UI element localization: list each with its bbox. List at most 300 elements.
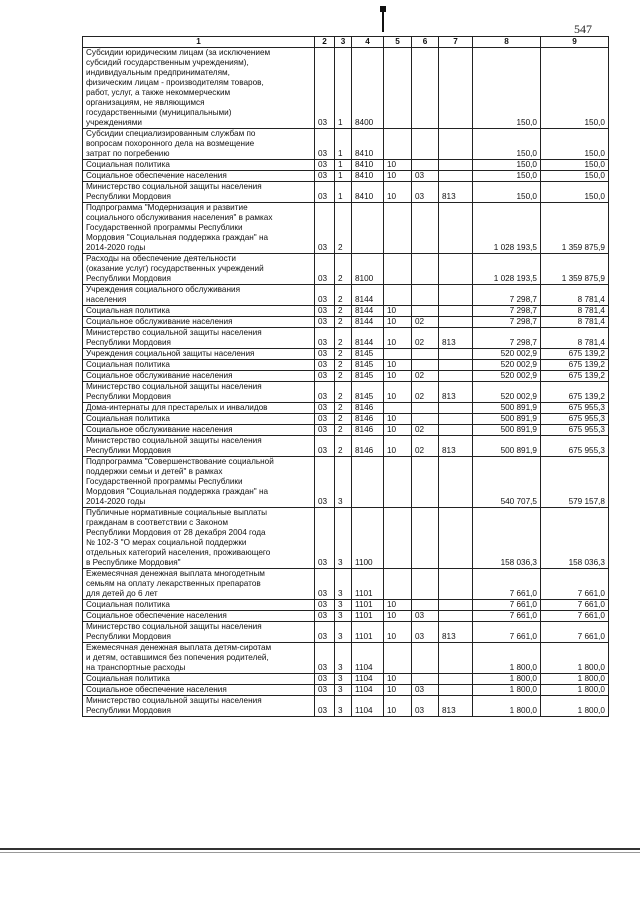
department-code-cell — [439, 371, 473, 382]
subsection-code-cell: 2 — [335, 414, 352, 425]
table-row — [83, 569, 609, 600]
row-name-line: Подпрограмма "Совершенствование социальной — [86, 457, 274, 466]
amount-year-1-cell: 150,0 — [473, 129, 541, 160]
row-name-cell — [83, 182, 315, 203]
subsection-code-cell: 1 — [335, 129, 352, 160]
section-code-cell: 03 — [315, 425, 335, 436]
row-name-cell — [83, 436, 315, 457]
table-row — [83, 685, 609, 696]
table-row — [83, 171, 609, 182]
amount-year-1-cell: 7 661,0 — [473, 622, 541, 643]
section-code-cell: 03 — [315, 48, 335, 129]
section-code-cell: 03 — [315, 569, 335, 600]
row-name-cell — [83, 685, 315, 696]
row-name-cell — [83, 285, 315, 306]
department-code-cell — [439, 306, 473, 317]
target-code-cell: 8410 — [352, 129, 384, 160]
target-code-cell: 8144 — [352, 328, 384, 349]
subsection-code-cell: 3 — [335, 569, 352, 600]
section-code-cell: 03 — [315, 622, 335, 643]
amount-year-1-cell: 150,0 — [473, 160, 541, 171]
target-code-cell: 1101 — [352, 569, 384, 600]
row-name-line: физическим лицам - производителям товаров, — [86, 78, 264, 87]
amount-year-2-cell: 150,0 — [541, 171, 609, 182]
subsection-code-cell: 2 — [335, 254, 352, 285]
table-row — [83, 622, 609, 643]
subsection-code-cell: 2 — [335, 328, 352, 349]
department-code-cell: 813 — [439, 696, 473, 717]
budget-table-sheet — [82, 36, 608, 717]
amount-year-2-cell: 8 781,4 — [541, 306, 609, 317]
department-code-cell — [439, 285, 473, 306]
amount-year-2-cell: 8 781,4 — [541, 317, 609, 328]
amount-year-2-cell: 675 139,2 — [541, 371, 609, 382]
subchapter-code-cell: 02 — [412, 317, 439, 328]
page-number: 547 — [574, 22, 592, 36]
row-name-line: Министерство социальной защиты населения — [86, 622, 262, 631]
subchapter-code-cell: 03 — [412, 622, 439, 643]
row-name-line: Социальная политика — [86, 600, 170, 609]
table-row — [83, 254, 609, 285]
department-code-cell: 813 — [439, 622, 473, 643]
row-name-cell — [83, 349, 315, 360]
department-code-cell — [439, 317, 473, 328]
amount-year-2-cell: 8 781,4 — [541, 328, 609, 349]
section-code-cell: 03 — [315, 643, 335, 674]
subsection-code-cell: 3 — [335, 643, 352, 674]
section-code-cell: 03 — [315, 600, 335, 611]
table-header-row — [83, 37, 609, 48]
table-row — [83, 600, 609, 611]
chapter-code-cell — [384, 457, 412, 508]
subsection-code-cell: 2 — [335, 425, 352, 436]
row-name-cell — [83, 360, 315, 371]
subchapter-code-cell — [412, 349, 439, 360]
section-code-cell: 03 — [315, 685, 335, 696]
amount-year-2-cell: 7 661,0 — [541, 622, 609, 643]
subsection-code-cell: 1 — [335, 160, 352, 171]
row-name-line: Министерство социальной защиты населения — [86, 382, 262, 391]
subchapter-code-cell: 02 — [412, 436, 439, 457]
chapter-code-cell — [384, 254, 412, 285]
amount-year-1-cell: 1 800,0 — [473, 643, 541, 674]
row-name-line: Республики Мордовия — [86, 338, 171, 347]
row-name-line: Подпрограмма "Модернизация и развитие — [86, 203, 248, 212]
row-name-line: индивидуальным предпринимателям, — [86, 68, 230, 77]
amount-year-1-cell: 1 028 193,5 — [473, 254, 541, 285]
row-name-cell — [83, 48, 315, 129]
row-name-line: Социальное обслуживание населения — [86, 425, 233, 434]
target-code-cell: 1100 — [352, 508, 384, 569]
row-name-line: (оказание услуг) государственных учреждений — [86, 264, 264, 273]
row-name-line: Расходы на обеспечение деятельности — [86, 254, 236, 263]
row-name-line: Дома-интернаты для престарелых и инвалидов — [86, 403, 268, 412]
department-code-cell — [439, 349, 473, 360]
amount-year-1-cell: 520 002,9 — [473, 382, 541, 403]
chapter-code-cell: 10 — [384, 425, 412, 436]
department-code-cell: 813 — [439, 182, 473, 203]
amount-year-1-cell: 7 298,7 — [473, 328, 541, 349]
column-header: 3 — [335, 37, 352, 48]
target-code-cell: 8146 — [352, 403, 384, 414]
table-row — [83, 382, 609, 403]
row-name-cell — [83, 457, 315, 508]
row-name-line: Министерство социальной защиты населения — [86, 436, 262, 445]
row-name-line: Республики Мордовия — [86, 274, 171, 283]
amount-year-1-cell: 150,0 — [473, 48, 541, 129]
subchapter-code-cell — [412, 360, 439, 371]
subchapter-code-cell — [412, 643, 439, 674]
subchapter-code-cell — [412, 403, 439, 414]
row-name-cell — [83, 403, 315, 414]
row-name-line: государственными (муниципальными) — [86, 108, 232, 117]
subchapter-code-cell — [412, 508, 439, 569]
column-header: 4 — [352, 37, 384, 48]
row-name-line: вопросам похоронного дела на возмещение — [86, 139, 255, 148]
target-code-cell: 8146 — [352, 414, 384, 425]
subsection-code-cell: 2 — [335, 436, 352, 457]
amount-year-2-cell: 1 800,0 — [541, 685, 609, 696]
subchapter-code-cell — [412, 414, 439, 425]
amount-year-2-cell: 7 661,0 — [541, 569, 609, 600]
amount-year-1-cell: 500 891,9 — [473, 403, 541, 414]
section-code-cell: 03 — [315, 457, 335, 508]
department-code-cell: 813 — [439, 382, 473, 403]
row-name-cell — [83, 508, 315, 569]
row-name-line: гражданам в соответствии с Законом — [86, 518, 228, 527]
section-code-cell: 03 — [315, 371, 335, 382]
row-name-line: для детей до 6 лет — [86, 589, 158, 598]
row-name-cell — [83, 696, 315, 717]
row-name-line: затрат по погребению — [86, 149, 170, 158]
table-row — [83, 696, 609, 717]
subsection-code-cell: 1 — [335, 48, 352, 129]
row-name-line: Мордовия "Социальная поддержка граждан" на — [86, 487, 269, 496]
subsection-code-cell: 3 — [335, 600, 352, 611]
department-code-cell — [439, 254, 473, 285]
subsection-code-cell: 2 — [335, 285, 352, 306]
table-row — [83, 48, 609, 129]
subchapter-code-cell — [412, 306, 439, 317]
section-code-cell: 03 — [315, 414, 335, 425]
section-code-cell: 03 — [315, 306, 335, 317]
table-row — [83, 306, 609, 317]
department-code-cell — [439, 48, 473, 129]
table-row — [83, 129, 609, 160]
subchapter-code-cell — [412, 569, 439, 600]
amount-year-2-cell: 675 955,3 — [541, 425, 609, 436]
row-name-line: Социальное обеспечение населения — [86, 685, 227, 694]
row-name-line: Республики Мордовия — [86, 632, 171, 641]
department-code-cell — [439, 611, 473, 622]
chapter-code-cell: 10 — [384, 674, 412, 685]
section-code-cell: 03 — [315, 360, 335, 371]
section-code-cell: 03 — [315, 182, 335, 203]
table-row — [83, 285, 609, 306]
row-name-line: Социальная политика — [86, 414, 170, 423]
row-name-line: Учреждения социальной защиты населения — [86, 349, 255, 358]
chapter-code-cell — [384, 129, 412, 160]
amount-year-1-cell: 540 707,5 — [473, 457, 541, 508]
subchapter-code-cell — [412, 285, 439, 306]
amount-year-1-cell: 1 028 193,5 — [473, 203, 541, 254]
row-name-cell — [83, 160, 315, 171]
subchapter-code-cell: 02 — [412, 328, 439, 349]
subsection-code-cell: 3 — [335, 508, 352, 569]
subchapter-code-cell: 03 — [412, 696, 439, 717]
row-name-line: Ежемесячная денежная выплата многодетным — [86, 569, 265, 578]
chapter-code-cell: 10 — [384, 371, 412, 382]
subchapter-code-cell: 02 — [412, 371, 439, 382]
table-row — [83, 457, 609, 508]
table-row — [83, 508, 609, 569]
row-name-line: 2014-2020 годы — [86, 243, 146, 252]
subsection-code-cell: 3 — [335, 674, 352, 685]
subchapter-code-cell — [412, 674, 439, 685]
row-name-line: субсидий государственным учреждениям), — [86, 58, 249, 67]
row-name-line: Социальное обслуживание населения — [86, 371, 233, 380]
amount-year-2-cell: 150,0 — [541, 160, 609, 171]
subsection-code-cell: 1 — [335, 182, 352, 203]
table-row — [83, 436, 609, 457]
target-code-cell: 8145 — [352, 382, 384, 403]
chapter-code-cell: 10 — [384, 360, 412, 371]
target-code-cell: 8145 — [352, 371, 384, 382]
department-code-cell — [439, 674, 473, 685]
department-code-cell — [439, 171, 473, 182]
target-code-cell: 8400 — [352, 48, 384, 129]
chapter-code-cell: 10 — [384, 328, 412, 349]
amount-year-1-cell: 500 891,9 — [473, 436, 541, 457]
row-name-line: Социальная политика — [86, 306, 170, 315]
row-name-cell — [83, 643, 315, 674]
target-code-cell: 8146 — [352, 425, 384, 436]
section-code-cell: 03 — [315, 696, 335, 717]
column-header: 6 — [412, 37, 439, 48]
chapter-code-cell — [384, 569, 412, 600]
department-code-cell — [439, 160, 473, 171]
column-header: 1 — [83, 37, 315, 48]
section-code-cell: 03 — [315, 508, 335, 569]
subsection-code-cell: 2 — [335, 306, 352, 317]
row-name-line: Социальное обслуживание населения — [86, 317, 233, 326]
amount-year-2-cell: 675 955,3 — [541, 403, 609, 414]
target-code-cell: 8145 — [352, 360, 384, 371]
chapter-code-cell: 10 — [384, 160, 412, 171]
target-code-cell — [352, 203, 384, 254]
department-code-cell — [439, 203, 473, 254]
amount-year-1-cell: 158 036,3 — [473, 508, 541, 569]
column-header: 8 — [473, 37, 541, 48]
amount-year-2-cell: 150,0 — [541, 129, 609, 160]
row-name-cell — [83, 600, 315, 611]
section-code-cell: 03 — [315, 611, 335, 622]
table-row — [83, 182, 609, 203]
target-code-cell: 1101 — [352, 600, 384, 611]
subchapter-code-cell — [412, 600, 439, 611]
row-name-cell — [83, 306, 315, 317]
target-code-cell: 8410 — [352, 182, 384, 203]
row-name-line: социального обслуживания населения" в рамках — [86, 213, 273, 222]
row-name-cell — [83, 425, 315, 436]
row-name-cell — [83, 611, 315, 622]
row-name-line: Республики Мордовия от 28 декабря 2004 года — [86, 528, 266, 537]
amount-year-2-cell: 675 955,3 — [541, 436, 609, 457]
chapter-code-cell — [384, 403, 412, 414]
target-code-cell: 1104 — [352, 674, 384, 685]
amount-year-2-cell: 579 157,8 — [541, 457, 609, 508]
section-code-cell: 03 — [315, 171, 335, 182]
subsection-code-cell: 1 — [335, 171, 352, 182]
section-code-cell: 03 — [315, 674, 335, 685]
binding-mark-icon — [378, 4, 388, 34]
amount-year-2-cell: 158 036,3 — [541, 508, 609, 569]
amount-year-1-cell: 500 891,9 — [473, 425, 541, 436]
amount-year-1-cell: 150,0 — [473, 182, 541, 203]
subsection-code-cell: 2 — [335, 203, 352, 254]
row-name-line: учреждениями — [86, 118, 142, 127]
subsection-code-cell: 3 — [335, 457, 352, 508]
subchapter-code-cell: 02 — [412, 425, 439, 436]
amount-year-2-cell: 150,0 — [541, 48, 609, 129]
amount-year-1-cell: 7 298,7 — [473, 306, 541, 317]
bottom-divider — [0, 848, 640, 850]
amount-year-2-cell: 150,0 — [541, 182, 609, 203]
target-code-cell: 1104 — [352, 685, 384, 696]
table-row — [83, 643, 609, 674]
table-row — [83, 349, 609, 360]
subchapter-code-cell — [412, 48, 439, 129]
target-code-cell: 8144 — [352, 317, 384, 328]
department-code-cell — [439, 457, 473, 508]
section-code-cell: 03 — [315, 254, 335, 285]
amount-year-1-cell: 1 800,0 — [473, 685, 541, 696]
subchapter-code-cell: 03 — [412, 171, 439, 182]
target-code-cell: 8144 — [352, 285, 384, 306]
amount-year-1-cell: 520 002,9 — [473, 349, 541, 360]
row-name-line: Республики Мордовия — [86, 192, 171, 201]
amount-year-1-cell: 7 661,0 — [473, 600, 541, 611]
amount-year-2-cell: 8 781,4 — [541, 285, 609, 306]
amount-year-1-cell: 500 891,9 — [473, 414, 541, 425]
row-name-cell — [83, 317, 315, 328]
table-row — [83, 371, 609, 382]
table-row — [83, 403, 609, 414]
subsection-code-cell: 3 — [335, 622, 352, 643]
amount-year-1-cell: 7 298,7 — [473, 317, 541, 328]
subchapter-code-cell — [412, 129, 439, 160]
row-name-cell — [83, 171, 315, 182]
amount-year-2-cell: 1 359 875,9 — [541, 254, 609, 285]
row-name-line: отдельных категорий населения, проживающего — [86, 548, 271, 557]
department-code-cell: 813 — [439, 436, 473, 457]
table-row — [83, 425, 609, 436]
amount-year-2-cell: 675 139,2 — [541, 349, 609, 360]
subchapter-code-cell: 02 — [412, 382, 439, 403]
chapter-code-cell — [384, 203, 412, 254]
row-name-line: Субсидии специализированным службам по — [86, 129, 256, 138]
section-code-cell: 03 — [315, 160, 335, 171]
row-name-line: Социальное обеспечение населения — [86, 171, 227, 180]
amount-year-2-cell: 675 955,3 — [541, 414, 609, 425]
subchapter-code-cell — [412, 160, 439, 171]
chapter-code-cell: 10 — [384, 611, 412, 622]
row-name-line: Социальная политика — [86, 160, 170, 169]
chapter-code-cell: 10 — [384, 436, 412, 457]
amount-year-1-cell: 520 002,9 — [473, 371, 541, 382]
amount-year-2-cell: 1 800,0 — [541, 643, 609, 674]
table-row — [83, 328, 609, 349]
amount-year-2-cell: 1 800,0 — [541, 696, 609, 717]
table-row — [83, 160, 609, 171]
section-code-cell: 03 — [315, 436, 335, 457]
section-code-cell: 03 — [315, 403, 335, 414]
subchapter-code-cell — [412, 457, 439, 508]
row-name-cell — [83, 414, 315, 425]
row-name-line: № 102-З "О мерах социальной поддержки — [86, 538, 247, 547]
subchapter-code-cell — [412, 254, 439, 285]
department-code-cell — [439, 425, 473, 436]
subsection-code-cell: 2 — [335, 349, 352, 360]
subsection-code-cell: 2 — [335, 360, 352, 371]
amount-year-2-cell: 1 800,0 — [541, 674, 609, 685]
table-row — [83, 203, 609, 254]
table-row — [83, 414, 609, 425]
row-name-line: Государственной программы Республики — [86, 223, 243, 232]
subchapter-code-cell: 03 — [412, 182, 439, 203]
row-name-line: Министерство социальной защиты населения — [86, 182, 262, 191]
subchapter-code-cell: 03 — [412, 685, 439, 696]
chapter-code-cell — [384, 285, 412, 306]
section-code-cell: 03 — [315, 285, 335, 306]
row-name-cell — [83, 371, 315, 382]
amount-year-2-cell: 675 139,2 — [541, 382, 609, 403]
subsection-code-cell: 2 — [335, 403, 352, 414]
amount-year-2-cell: 7 661,0 — [541, 600, 609, 611]
subsection-code-cell: 2 — [335, 371, 352, 382]
section-code-cell: 03 — [315, 382, 335, 403]
row-name-cell — [83, 203, 315, 254]
department-code-cell — [439, 129, 473, 160]
row-name-line: Государственной программы Республики — [86, 477, 243, 486]
row-name-line: Субсидии юридическим лицам (за исключением — [86, 48, 271, 57]
target-code-cell — [352, 457, 384, 508]
row-name-line: работ, услуг, а также некоммерческим — [86, 88, 231, 97]
chapter-code-cell: 10 — [384, 622, 412, 643]
bottom-divider-thin — [0, 852, 640, 853]
amount-year-1-cell: 1 800,0 — [473, 696, 541, 717]
column-header: 7 — [439, 37, 473, 48]
row-name-cell — [83, 622, 315, 643]
budget-table — [82, 36, 609, 717]
amount-year-2-cell: 675 139,2 — [541, 360, 609, 371]
chapter-code-cell: 10 — [384, 382, 412, 403]
chapter-code-cell — [384, 508, 412, 569]
row-name-cell — [83, 328, 315, 349]
chapter-code-cell: 10 — [384, 306, 412, 317]
table-row — [83, 360, 609, 371]
department-code-cell — [439, 360, 473, 371]
target-code-cell: 8144 — [352, 306, 384, 317]
section-code-cell: 03 — [315, 328, 335, 349]
section-code-cell: 03 — [315, 203, 335, 254]
department-code-cell — [439, 600, 473, 611]
row-name-cell — [83, 382, 315, 403]
target-code-cell: 8145 — [352, 349, 384, 360]
target-code-cell: 1101 — [352, 611, 384, 622]
row-name-line: Публичные нормативные социальные выплаты — [86, 508, 268, 517]
amount-year-2-cell: 1 359 875,9 — [541, 203, 609, 254]
